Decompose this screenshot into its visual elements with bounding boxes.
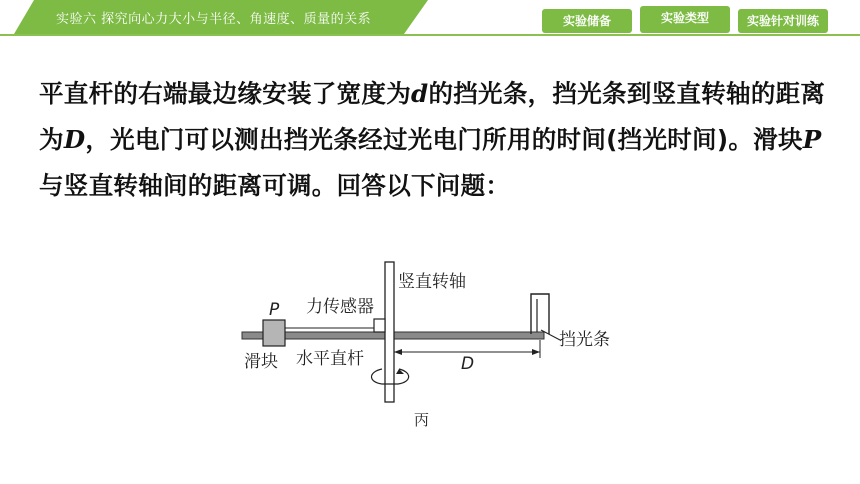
- slider-block: [263, 320, 285, 346]
- photogate: [531, 294, 549, 334]
- label-light-strip: 挡光条: [559, 330, 610, 350]
- variable-d: d: [411, 79, 429, 108]
- tab-experiment-prep[interactable]: 实验储备: [542, 9, 632, 33]
- text-segment: ，光电门可以测出挡光条经过光电门所用的时间(挡光时间)。滑块: [85, 125, 803, 154]
- vertical-shaft: [385, 262, 394, 402]
- label-force-sensor: 力传感器: [306, 297, 374, 317]
- tab-experiment-practice[interactable]: 实验针对训练: [738, 9, 828, 33]
- text-segment: 平直杆的右端最边缘安装了宽度为: [39, 79, 411, 108]
- label-horizontal-rod: 水平直杆: [296, 349, 364, 369]
- variable-D: D: [63, 125, 86, 154]
- label-P: P: [269, 300, 280, 320]
- tab-experiment-types[interactable]: 实验类型: [640, 6, 730, 33]
- text-segment: 的挡光条，挡光条到竖直转轴的距离为: [39, 79, 826, 154]
- variable-P: P: [802, 125, 822, 154]
- label-D: D: [461, 354, 475, 374]
- label-slider: 滑块: [244, 352, 278, 372]
- page-title: 实验六 探究向心力大小与半径、角速度、质量的关系: [56, 12, 372, 27]
- text-segment: 与竖直转轴间的距离可调。回答以下问题：: [39, 171, 511, 200]
- label-vertical-shaft: 竖直转轴: [398, 272, 466, 292]
- figure-caption: 丙: [414, 411, 430, 429]
- force-sensor: [374, 319, 385, 332]
